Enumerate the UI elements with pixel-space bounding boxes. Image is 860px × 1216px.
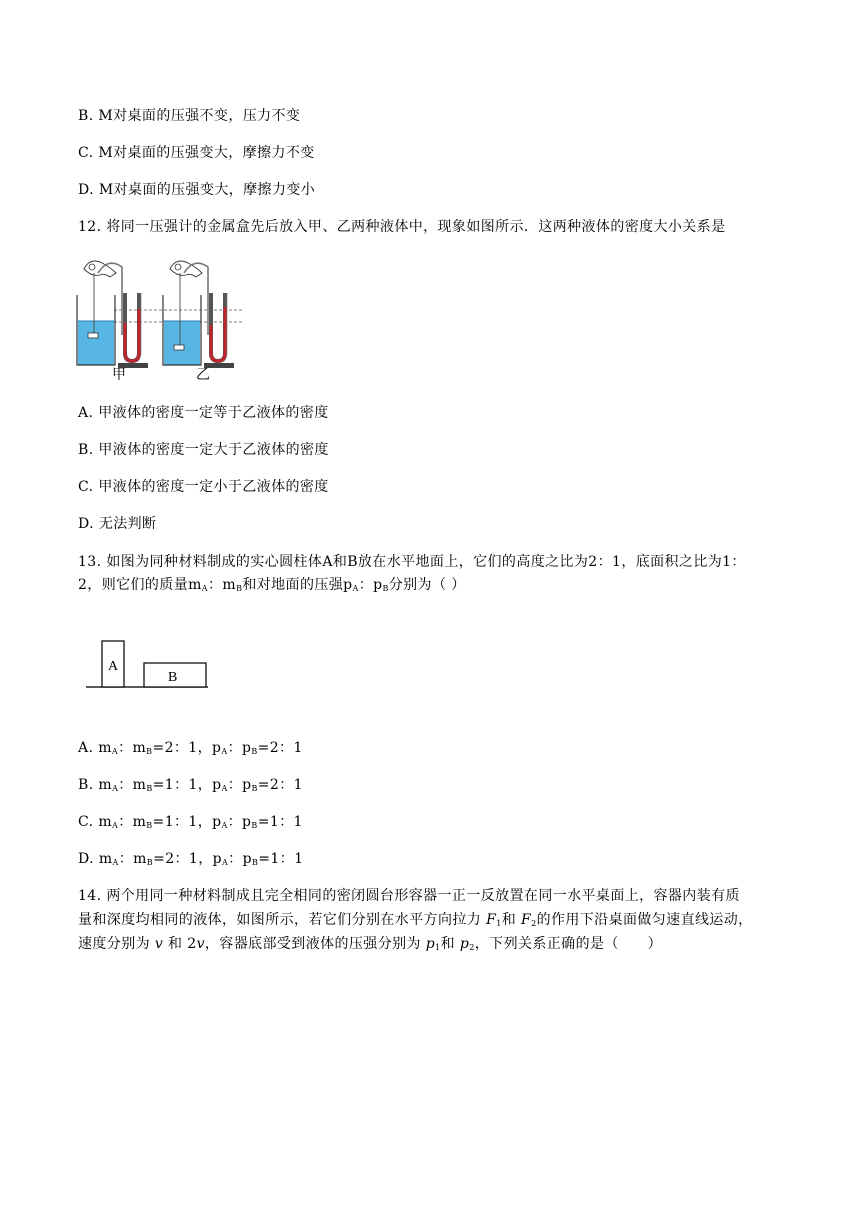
q13-option-a: A. $m_A$：$m_B=2$：1，$p_A$：$p_B=2$：1 [78, 740, 303, 756]
q12-option-d: D. 无法判断 [78, 516, 157, 532]
q13-option-d: D. $m_A$：$m_B=2$：1，$p_A$：$p_B=1$：1 [78, 851, 304, 867]
pressure-gauge-diagram [74, 255, 246, 380]
q13-option-c: C. $m_A$：$m_B=1$：1，$p_A$：$p_B=1$：1 [78, 814, 303, 830]
q12-option-b: B. 甲液体的密度一定大于乙液体的密度 [78, 442, 329, 458]
q11-option-b: B. M对桌面的压强不变，压力不变 [78, 108, 301, 124]
pressure-gauge-figure [74, 255, 246, 380]
q13-stem-line2: 2，则它们的质量$m_A$：$m_B$和对地面的压强$p_A$：$p_B$分别为（ ） [78, 577, 466, 593]
q11-option-c: C. M对桌面的压强变大，摩擦力不变 [78, 145, 315, 161]
q12-option-c: C. 甲液体的密度一定小于乙液体的密度 [78, 479, 329, 495]
q14-line1: 14. 两个用同一种材料制成且完全相同的密闭圆台形容器一正一反放置在同一水平桌面上，容器内装有质 [78, 888, 740, 904]
q12-option-a: A. 甲液体的密度一定等于乙液体的密度 [78, 405, 329, 421]
q13-stem-line1: 13. 如图为同种材料制成的实心圆柱体A和B放在水平地面上，它们的高度之比为2：1，底面积之比为1： [78, 554, 746, 570]
cylinder-diagram [86, 636, 210, 692]
q12-stem: 12. 将同一压强计的金属盒先后放入甲、乙两种液体中，现象如图所示．这两种液体的密度大小关系是 [78, 219, 726, 235]
q13-option-b: B. $m_A$：$m_B=1$：1，$p_A$：$p_B=2$：1 [78, 777, 303, 793]
cylinder-figure [86, 636, 210, 692]
label-jia: 甲 [112, 367, 126, 380]
label-yi: 乙 [196, 367, 210, 380]
label-a: A [108, 659, 119, 674]
q14-line3: 速度分别为 v 和 2v，容器底部受到液体的压强分别为 $p_1$和 $p_2$，下列关系正确的是（ ） [78, 936, 662, 952]
label-b: B [168, 670, 178, 685]
q14-line2: 量和深度均相同的液体，如图所示，若它们分别在水平方向拉力 $F_1$和 $F_2$的作用下沿桌面做匀速直线运动， [78, 912, 753, 928]
q11-option-d: D. M对桌面的压强变大，摩擦力变小 [78, 182, 316, 198]
